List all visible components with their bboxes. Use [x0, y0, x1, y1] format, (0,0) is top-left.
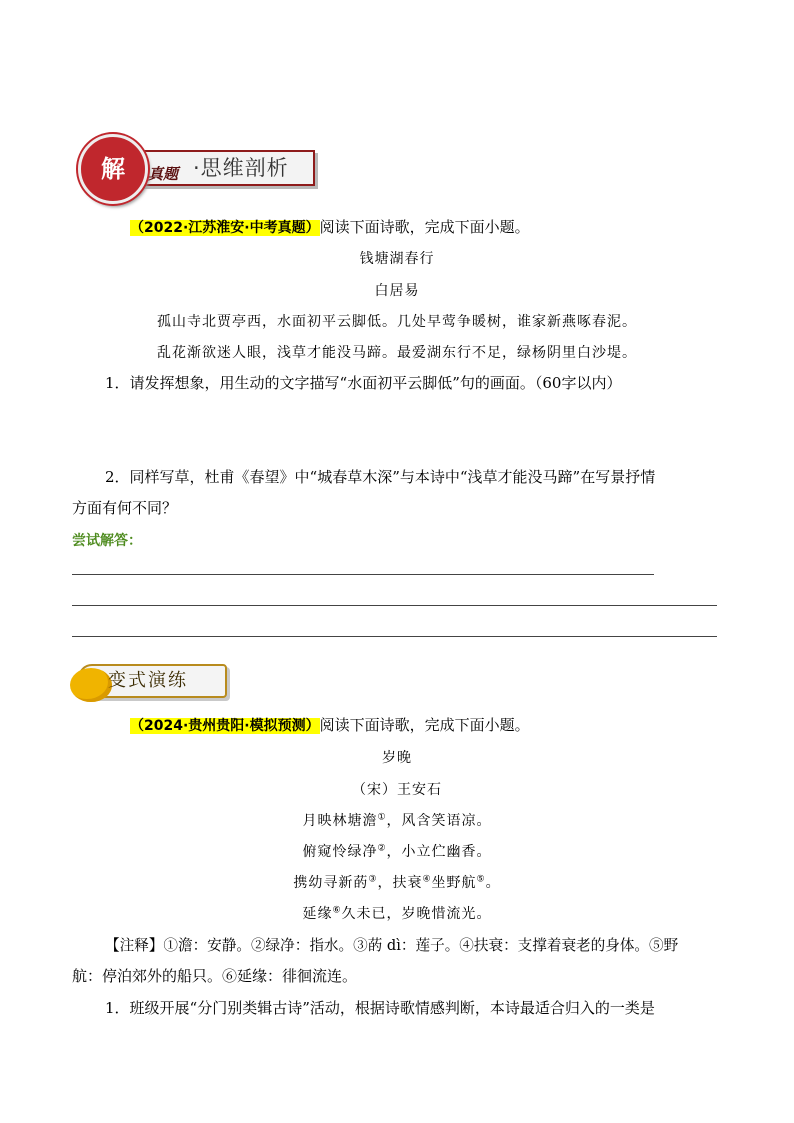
poem-title: 钱塘湖春行: [359, 251, 435, 267]
question-2-line1: 2．同样写草，杜甫《春望》中“城春草木深”与本诗中“浅草才能没马蹄”在写景抒情: [105, 468, 656, 486]
source-tag: （2022·江苏淮安·中考真题）: [130, 220, 320, 236]
poem-line: 孤山寺北贾亭西，水面初平云脚低。几处早莺争暖树，谁家新燕啄春泥。: [157, 314, 637, 330]
answer-line[interactable]: [72, 605, 717, 606]
answer-line[interactable]: [72, 574, 654, 575]
question-source-line: [130, 714, 530, 735]
section-badge-subtitle: 真题: [148, 165, 179, 183]
instruction-text: 阅读下面诗歌，完成下面小题。: [319, 716, 530, 734]
question-source-line: [130, 216, 530, 237]
poem-line: 延缘⑥久未已，岁晚惜流光。: [302, 905, 492, 922]
poem-line: 月映林塘澹①，风含笑语凉。: [302, 812, 492, 829]
poem-line: 俯窥怜绿净②，小立伫幽香。: [302, 843, 492, 860]
question-2-line2: 方面有何不同？: [72, 499, 178, 517]
question-1: 1．请发挥想象，用生动的文字描写“水面初平云脚低”句的画面。（60字以内）: [105, 374, 622, 392]
section-title: ·思维剖析: [193, 156, 289, 180]
poem-author: （宋）王安石: [352, 782, 442, 798]
instruction-text: 阅读下面诗歌，完成下面小题。: [319, 218, 530, 236]
poem-line: 携幼寻新菂③，扶衰④坐野航⑤。: [293, 874, 501, 891]
question-1: 1．班级开展“分门别类辑古诗”活动，根据诗歌情感判断，本诗最适合归入的一类是: [105, 999, 655, 1017]
answer-label: 尝试解答：: [72, 533, 142, 549]
poem-title: 岁晚: [382, 750, 412, 766]
poem-author: 白居易: [374, 283, 420, 299]
section-title: 变式演练: [108, 670, 188, 691]
answer-line[interactable]: [72, 636, 717, 637]
section-badge-icon: [70, 668, 112, 702]
annotation-line2: 航：停泊郊外的船只。⑥延缘：徘徊流连。: [72, 967, 358, 985]
source-tag: （2024·贵州贵阳·模拟预测）: [130, 718, 320, 734]
annotation-line1: 【注释】①澹：安静。②绿净：指水。③菂 dì：莲子。④扶衰：支撑着衰老的身体。⑤野: [105, 937, 679, 954]
section-badge-icon: 解: [78, 134, 148, 204]
poem-line: 乱花渐欲迷人眼，浅草才能没马蹄。最爱湖东行不足，绿杨阴里白沙堤。: [157, 345, 637, 361]
